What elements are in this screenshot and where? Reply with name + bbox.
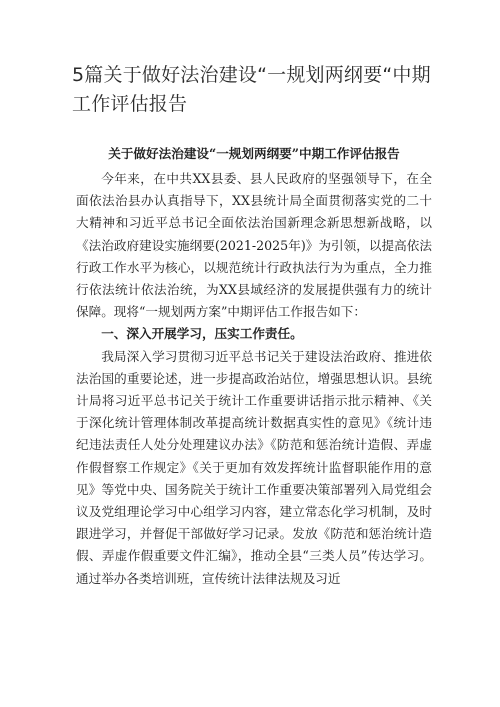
document-body: [76, 144, 432, 590]
intro-paragraph: 今年来，在中共XX县委、县人民政府的坚强领导下，在全面依法治县办认真指导下，XX县统计局全面贯彻落实党的二十大精神和习近平总书记全面依法治国新理念新思想新战略，以《法治政府建设实施纲要(2021-2025年)》为引领，以提高依法行政工作水平为核心，以规范统计行政执法行为为重点，全力推行依法统计依法治统，为XX县域经济的发展提供强有力的统计保障。现将“一规划两方案”中期评估工作报告如下：: [76, 171, 432, 320]
section-heading: 关于做好法治建设“一规划两纲要”中期工作评估报告: [108, 146, 400, 161]
subheading-one: 一、深入开展学习，压实工作责任。: [101, 326, 303, 342]
study-paragraph: 我局深入学习贯彻习近平总书记关于建设法治政府、推进依法治国的重要论述，进一步提高政治站位，增强思想认识。县统计局将习近平总书记关于统计工作重要讲话指示批示精神、《关于深化统计管理体制改革提高统计数据真实性的意见》《统计违纪违法责任人处分处理建议办法》《防范和惩治统计造假、弄虚作假督察工作规定》《关于更加有效发挥统计监督职能作用的意见》等党中央、国务院关于统计工作重要决策部署列入局党组会议及党组理论学习中心组学习内容，建立常态化学习机制，及时跟进学习，并督促干部做好学习记录。发放《防范和惩治统计造假、弄虚作假重要文件汇编》，推动全县“三类人员”传达学习。通过举办各类培训班，宣传统计法律法规及习近: [76, 348, 432, 586]
document-title: 5篇关于做好法治建设“一规划两纲要“中期工作评估报告: [72, 64, 431, 115]
